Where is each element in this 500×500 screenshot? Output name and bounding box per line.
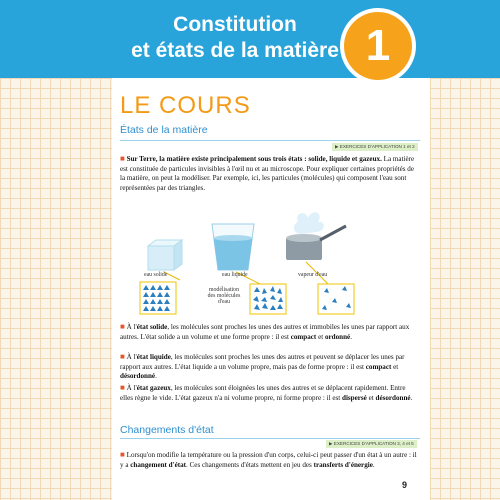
bullet-liquid <box>120 352 420 382</box>
left-grid-margin <box>0 78 112 500</box>
solid-model-box <box>140 282 176 314</box>
page-number: 9 <box>402 480 408 490</box>
label-model-line1: modélisation <box>209 287 239 293</box>
exercise-ref-2[interactable]: ▶ EXERCICES D'APPLICATION 3, 4 et 5 <box>326 440 417 448</box>
chapter-title <box>120 12 350 64</box>
glass-of-water-illustration <box>212 224 254 270</box>
gas-model-box <box>318 284 354 314</box>
section-divider <box>120 438 420 439</box>
label-model-line2: des molécules <box>207 293 241 299</box>
chapter-title-line1: Constitution <box>173 13 297 36</box>
text: , les molécules sont éloignées les unes des autres et se déplacent rapidement. Entre elles règne le vide. L'état gazeux n'a ni volume propre, ni forme propre : il est <box>120 384 406 402</box>
bold-text: désordonné <box>375 393 411 402</box>
bold-text: état liquide <box>136 353 171 361</box>
chapter-number-badge: 1 <box>344 12 412 80</box>
text: , les molécules sont proches les unes des autres et peuvent se déplacer les unes par rapport aux autres. L'état liquide a un volume propre, mais pas de forme propre : il est <box>120 353 405 371</box>
text: À l' <box>126 353 137 361</box>
liquid-model-box <box>250 284 286 314</box>
bold-text: état gazeux <box>136 384 171 392</box>
bold-text: ordonné <box>324 332 351 341</box>
bullet-icon: ■ <box>120 450 125 459</box>
text: . <box>155 372 157 380</box>
text: . <box>350 332 352 341</box>
bullet-icon: ■ <box>120 154 125 163</box>
right-grid-margin <box>430 78 500 500</box>
label-model-line3: d'eau <box>218 299 230 305</box>
text: . <box>372 460 375 469</box>
label-liquid-water: eau liquide <box>222 272 248 278</box>
bold-text: dispersé <box>342 393 367 402</box>
states-figure <box>120 212 420 322</box>
label-solid-water: eau solide <box>144 272 168 278</box>
bold-text: transferts d'énergie <box>313 460 373 469</box>
intro-paragraph <box>120 154 420 193</box>
intro-bold: Sur Terre, la matière existe principalement sous trois états : solide, liquide et gazeux. <box>126 155 382 163</box>
section-title-states: États de la matière <box>120 124 208 136</box>
text: et <box>316 332 325 341</box>
bold-text: changement d'état <box>130 460 187 469</box>
text: et <box>366 393 376 402</box>
bullet-gas <box>120 383 420 403</box>
text: , les molécules sont proches les unes des autres et immobiles les unes par rapport aux autres. L'état solide a un volume et une forme propre : il est <box>120 323 410 341</box>
text: À l' <box>126 384 137 392</box>
text: Lorsqu'on modifie la température ou la pression d'un corps, celui-ci peut passer d'un état à un autre : il y a <box>120 451 417 469</box>
ice-cube-illustration <box>148 240 182 270</box>
bold-text: désordonné <box>120 372 156 380</box>
label-water-vapor: vapeur d'eau <box>298 272 328 278</box>
bullet-icon: ■ <box>120 352 125 361</box>
text: À l' <box>126 323 137 331</box>
saucepan-illustration <box>286 212 346 260</box>
section-title-changes: Changements d'état <box>120 424 214 436</box>
bold-text: compact <box>290 332 317 341</box>
exercise-ref-1[interactable]: ▶ EXERCICES D'APPLICATION 1 et 2 <box>332 143 418 151</box>
intro-text: La matière est constituée de particules invisibles à l'œil nu et au microscope. Pour expliquer certaines propriétés de la matière, on peut la modéliser. Par exemple, ici, les particules (molécules) qui composent l'eau sont représentées par des triangles. <box>120 155 415 192</box>
chapter-title-line2: et états de la matière <box>131 39 339 62</box>
bullet-icon: ■ <box>120 383 125 392</box>
text: et <box>391 362 399 371</box>
changes-paragraph <box>120 450 420 470</box>
text: . <box>410 393 413 402</box>
section-divider <box>120 140 420 141</box>
bold-text: état solide <box>136 323 168 331</box>
label-molecule-model <box>196 287 252 305</box>
text: . Ces changements d'états mettent en jeu des <box>186 460 314 469</box>
course-heading: LE COURS <box>120 92 251 119</box>
bullet-solid <box>120 322 420 342</box>
bullet-icon: ■ <box>120 322 125 331</box>
bold-text: compact <box>365 362 392 371</box>
